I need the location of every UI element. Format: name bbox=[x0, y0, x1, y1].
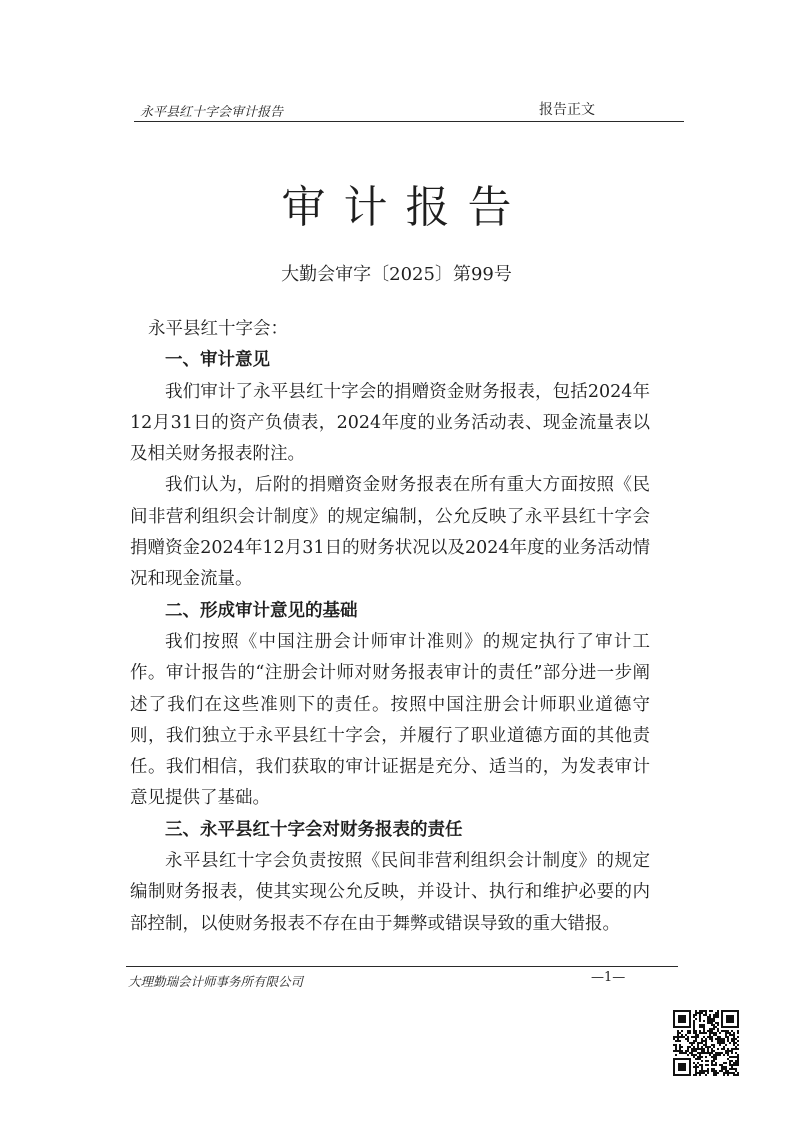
footer-rule bbox=[126, 966, 678, 967]
document-number: 大勤会审字〔2025〕第99号 bbox=[281, 264, 512, 285]
section-heading: 二、形成审计意见的基础 bbox=[165, 600, 358, 621]
document-title: 审计报告 bbox=[281, 182, 530, 233]
addressee: 永平县红十字会： bbox=[148, 319, 288, 339]
paragraph: 永平县红十字会负责按照《民间非营利组织会计制度》的规定编制财务报表，使其实现公允反映，并设计、执行和维护必要的内部控制，以使财务报表不存在由于舞弊或错误导致的重大错报。 bbox=[130, 851, 650, 934]
qr-code-icon bbox=[673, 1010, 739, 1076]
header-org: 永平县红十字会审计报告 bbox=[140, 105, 284, 120]
header-rule bbox=[134, 121, 684, 122]
header-section: 报告正文 bbox=[539, 102, 595, 118]
section-heading: 三、永平县红十字会对财务报表的责任 bbox=[165, 819, 463, 840]
paragraph: 我们按照《中国注册会计师审计准则》的规定执行了审计工作。审计报告的“注册会计师对财务报表审计的责任”部分进一步阐述了我们在这些准则下的责任。按照中国注册会计师职业道德守则，我们独立于永平县红十字会，并履行了职业道德方面的其他责任。我们相信，我们获取的审计证据是充分、适当的，为发表审计意见提供了基础。 bbox=[130, 631, 650, 809]
section-heading: 一、审计意见 bbox=[165, 350, 270, 371]
paragraph: 我们认为，后附的捐赠资金财务报表在所有重大方面按照《民间非营利组织会计制度》的规定编制，公允反映了永平县红十字会捐赠资金2024年12月31日的财务状况以及2024年度的业务活动情况和现金流量。 bbox=[130, 475, 650, 590]
footer-firm: 大理勤瑞会计师事务所有限公司 bbox=[128, 974, 304, 989]
page-number: —1— bbox=[591, 970, 626, 985]
paragraph: 我们审计了永平县红十字会的捐赠资金财务报表，包括2024年12月31日的资产负债表，2024年度的业务活动表、现金流量表以及相关财务报表附注。 bbox=[130, 381, 650, 465]
report-body bbox=[130, 314, 650, 940]
